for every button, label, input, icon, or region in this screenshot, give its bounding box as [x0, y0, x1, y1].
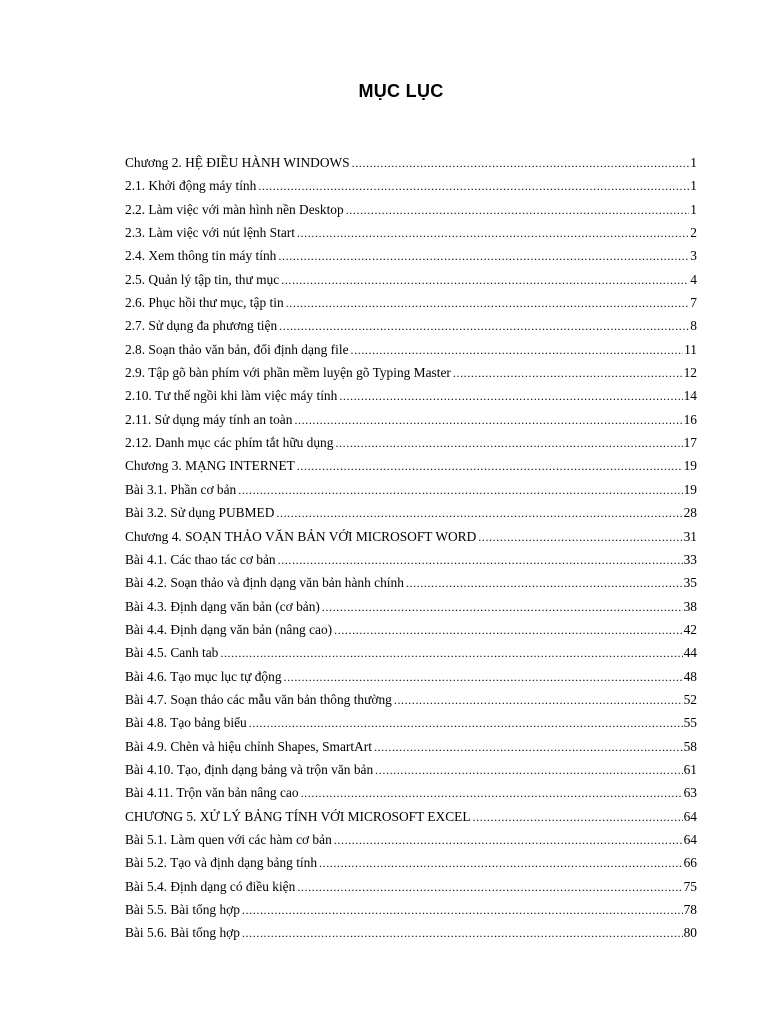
- toc-entry[interactable]: [125, 641, 697, 664]
- toc-entry-label: Bài 4.9. Chèn và hiệu chỉnh Shapes, SmartArt: [125, 738, 372, 754]
- toc-entry[interactable]: [125, 898, 697, 921]
- table-of-contents: [125, 151, 697, 945]
- dot-leader: [351, 339, 684, 362]
- toc-entry[interactable]: [125, 268, 697, 291]
- toc-entry-page-number: 1: [690, 178, 697, 194]
- toc-entry-page-number: 80: [683, 925, 697, 941]
- toc-entry-label: Bài 4.1. Các thao tác cơ bản: [125, 551, 276, 567]
- toc-entry-page-number: 55: [683, 715, 697, 731]
- dot-leader: [286, 292, 690, 315]
- toc-entry[interactable]: [125, 501, 697, 524]
- dot-leader: [322, 596, 683, 619]
- toc-entry-page-number: 12: [683, 365, 697, 381]
- toc-entry-page-number: 11: [684, 341, 697, 357]
- toc-entry-label: Bài 5.1. Làm quen với các hàm cơ bản: [125, 831, 332, 847]
- toc-entry[interactable]: [125, 758, 697, 781]
- toc-entry-label: Bài 4.2. Soạn thảo và định dạng văn bản hành chính: [125, 575, 404, 591]
- toc-entry[interactable]: [125, 571, 697, 594]
- toc-entry-label: 2.4. Xem thông tin máy tính: [125, 248, 277, 264]
- dot-leader: [276, 502, 682, 525]
- toc-entry-label: Bài 5.2. Tạo và định dạng bảng tính: [125, 855, 318, 871]
- dot-leader: [242, 922, 683, 945]
- dot-leader: [335, 432, 682, 455]
- dot-leader: [297, 222, 689, 245]
- toc-entry[interactable]: [125, 454, 697, 477]
- toc-entry-page-number: 35: [683, 575, 697, 591]
- dot-leader: [478, 526, 682, 549]
- toc-entry[interactable]: [125, 198, 697, 221]
- toc-entry-page-number: 63: [683, 785, 697, 801]
- toc-entry-label: Bài 4.11. Trộn văn bản nâng cao: [125, 785, 299, 801]
- toc-entry-label: Bài 4.10. Tạo, định dạng bảng và trộn văn bản: [125, 761, 374, 777]
- dot-leader: [406, 572, 683, 595]
- page-title: MỤC LỤC: [358, 81, 444, 101]
- toc-entry-page-number: 1: [690, 155, 697, 170]
- dot-leader: [374, 736, 683, 759]
- toc-entry-label: Bài 4.3. Định dạng văn bản (cơ bản): [125, 598, 320, 614]
- dot-leader: [258, 175, 689, 198]
- toc-entry-page-number: 2: [690, 225, 697, 241]
- toc-entry-label: 2.9. Tập gõ bàn phím với phần mềm luyện gõ Typing Master: [125, 365, 451, 381]
- toc-entry-page-number: 14: [683, 388, 697, 404]
- toc-entry[interactable]: [125, 314, 697, 337]
- toc-entry-label: CHƯƠNG 5. XỬ LÝ BẢNG TÍNH VỚI MICROSOFT EXCEL: [125, 808, 471, 824]
- toc-entry-label: Bài 5.4. Định dạng có điều kiện: [125, 878, 296, 894]
- toc-entry-label: 2.10. Tư thế ngồi khi làm việc máy tính: [125, 388, 338, 404]
- toc-entry-label: Chương 3. MẠNG INTERNET: [125, 458, 295, 474]
- toc-entry-page-number: 78: [683, 902, 697, 917]
- dot-leader: [294, 409, 682, 432]
- toc-entry[interactable]: [125, 805, 697, 828]
- toc-entry[interactable]: [125, 735, 697, 758]
- dot-leader: [473, 806, 683, 829]
- toc-entry-page-number: 33: [683, 551, 697, 567]
- toc-entry[interactable]: [125, 361, 697, 384]
- toc-entry-page-number: 1: [690, 201, 697, 217]
- dot-leader: [301, 782, 683, 805]
- toc-entry-page-number: 52: [683, 691, 697, 707]
- toc-entry-label: 2.1. Khởi động máy tính: [125, 178, 257, 194]
- toc-entry-page-number: 64: [683, 808, 697, 824]
- toc-entry[interactable]: [125, 221, 697, 244]
- dot-leader: [297, 455, 683, 478]
- toc-entry[interactable]: [125, 688, 697, 711]
- dot-leader: [319, 852, 683, 875]
- toc-entry-page-number: 19: [683, 458, 697, 474]
- toc-entry-label: Bài 4.8. Tạo bảng biểu: [125, 715, 247, 731]
- dot-leader: [279, 315, 689, 338]
- toc-entry-page-number: 31: [683, 528, 697, 544]
- toc-entry-label: 2.3. Làm việc với nút lệnh Start: [125, 225, 295, 241]
- toc-entry[interactable]: [125, 174, 697, 197]
- toc-entry[interactable]: [125, 478, 697, 501]
- toc-entry-label: 2.5. Quản lý tập tin, thư mục: [125, 271, 280, 287]
- toc-entry[interactable]: [125, 711, 697, 734]
- toc-entry[interactable]: [125, 828, 697, 851]
- toc-entry[interactable]: [125, 921, 697, 944]
- toc-entry[interactable]: [125, 781, 697, 804]
- toc-entry-label: 2.2. Làm việc với màn hình nền Desktop: [125, 201, 344, 217]
- dot-leader: [284, 666, 683, 689]
- toc-entry-label: 2.6. Phục hồi thư mục, tập tin: [125, 295, 284, 311]
- dot-leader: [281, 269, 689, 292]
- toc-entry-label: Bài 4.7. Soạn thảo các mẫu văn bản thông thường: [125, 691, 392, 707]
- dot-leader: [238, 479, 682, 502]
- toc-entry-label: 2.11. Sử dụng máy tính an toàn: [125, 411, 293, 427]
- toc-entry-page-number: 8: [690, 318, 697, 334]
- toc-entry-page-number: 7: [690, 295, 697, 311]
- toc-entry-label: 2.7. Sử dụng đa phương tiện: [125, 318, 278, 334]
- dot-leader: [242, 899, 683, 922]
- toc-entry[interactable]: [125, 525, 697, 548]
- dot-leader: [220, 642, 682, 665]
- toc-entry-label: 2.8. Soạn thảo văn bản, đổi định dạng file: [125, 341, 349, 357]
- toc-entry[interactable]: [125, 548, 697, 571]
- toc-entry-label: Bài 3.1. Phần cơ bản: [125, 481, 237, 497]
- toc-entry-page-number: 64: [683, 831, 697, 847]
- dot-leader: [375, 759, 682, 782]
- toc-entry[interactable]: [125, 618, 697, 641]
- toc-entry-label: Bài 4.5. Canh tab: [125, 645, 219, 661]
- toc-entry-page-number: 66: [683, 855, 697, 871]
- toc-entry-page-number: 61: [683, 761, 697, 777]
- toc-entry-page-number: 44: [683, 645, 697, 661]
- toc-entry-label: Bài 4.6. Tạo mục lục tự động: [125, 668, 282, 684]
- dot-leader: [346, 199, 690, 222]
- toc-entry[interactable]: [125, 338, 697, 361]
- toc-entry-page-number: 17: [683, 435, 697, 451]
- dot-leader: [453, 362, 683, 385]
- toc-entry-page-number: 42: [683, 621, 697, 637]
- toc-entry-label: Chương 4. SOẠN THẢO VĂN BẢN VỚI MICROSOFT WORD: [125, 528, 477, 544]
- dot-leader: [334, 619, 682, 642]
- toc-entry[interactable]: [125, 595, 697, 618]
- toc-entry[interactable]: [125, 244, 697, 267]
- toc-entry-label: Bài 5.5. Bài tổng hợp: [125, 902, 240, 917]
- toc-entry-page-number: 48: [683, 668, 697, 684]
- toc-entry-page-number: 19: [683, 481, 697, 497]
- dot-leader: [334, 829, 683, 852]
- toc-entry-page-number: 16: [683, 411, 697, 427]
- dot-leader: [339, 385, 682, 408]
- dot-leader: [352, 152, 690, 175]
- toc-entry-page-number: 58: [683, 738, 697, 754]
- toc-entry-label: Bài 3.2. Sử dụng PUBMED: [125, 505, 275, 521]
- toc-entry-page-number: 75: [683, 878, 697, 894]
- toc-entry[interactable]: [125, 151, 697, 174]
- toc-entry[interactable]: [125, 665, 697, 688]
- toc-entry-page-number: 28: [683, 505, 697, 521]
- toc-entry[interactable]: [125, 408, 697, 431]
- toc-entry[interactable]: [125, 384, 697, 407]
- toc-entry-page-number: 4: [690, 271, 697, 287]
- toc-entry-label: Bài 4.4. Định dạng văn bản (nâng cao): [125, 621, 333, 637]
- toc-entry[interactable]: [125, 431, 697, 454]
- toc-entry[interactable]: [125, 875, 697, 898]
- dot-leader: [278, 245, 689, 268]
- dot-leader: [249, 712, 683, 735]
- toc-entry[interactable]: [125, 291, 697, 314]
- toc-entry-page-number: 38: [683, 598, 697, 614]
- toc-entry[interactable]: [125, 851, 697, 874]
- toc-entry-page-number: 3: [690, 248, 697, 264]
- toc-entry-label: 2.12. Danh mục các phím tắt hữu dụng: [125, 435, 334, 451]
- toc-entry-label: Chương 2. HỆ ĐIỀU HÀNH WINDOWS: [125, 155, 350, 170]
- toc-entry-label: Bài 5.6. Bài tổng hợp: [125, 925, 240, 941]
- dot-leader: [297, 876, 682, 899]
- dot-leader: [394, 689, 683, 712]
- dot-leader: [278, 549, 683, 572]
